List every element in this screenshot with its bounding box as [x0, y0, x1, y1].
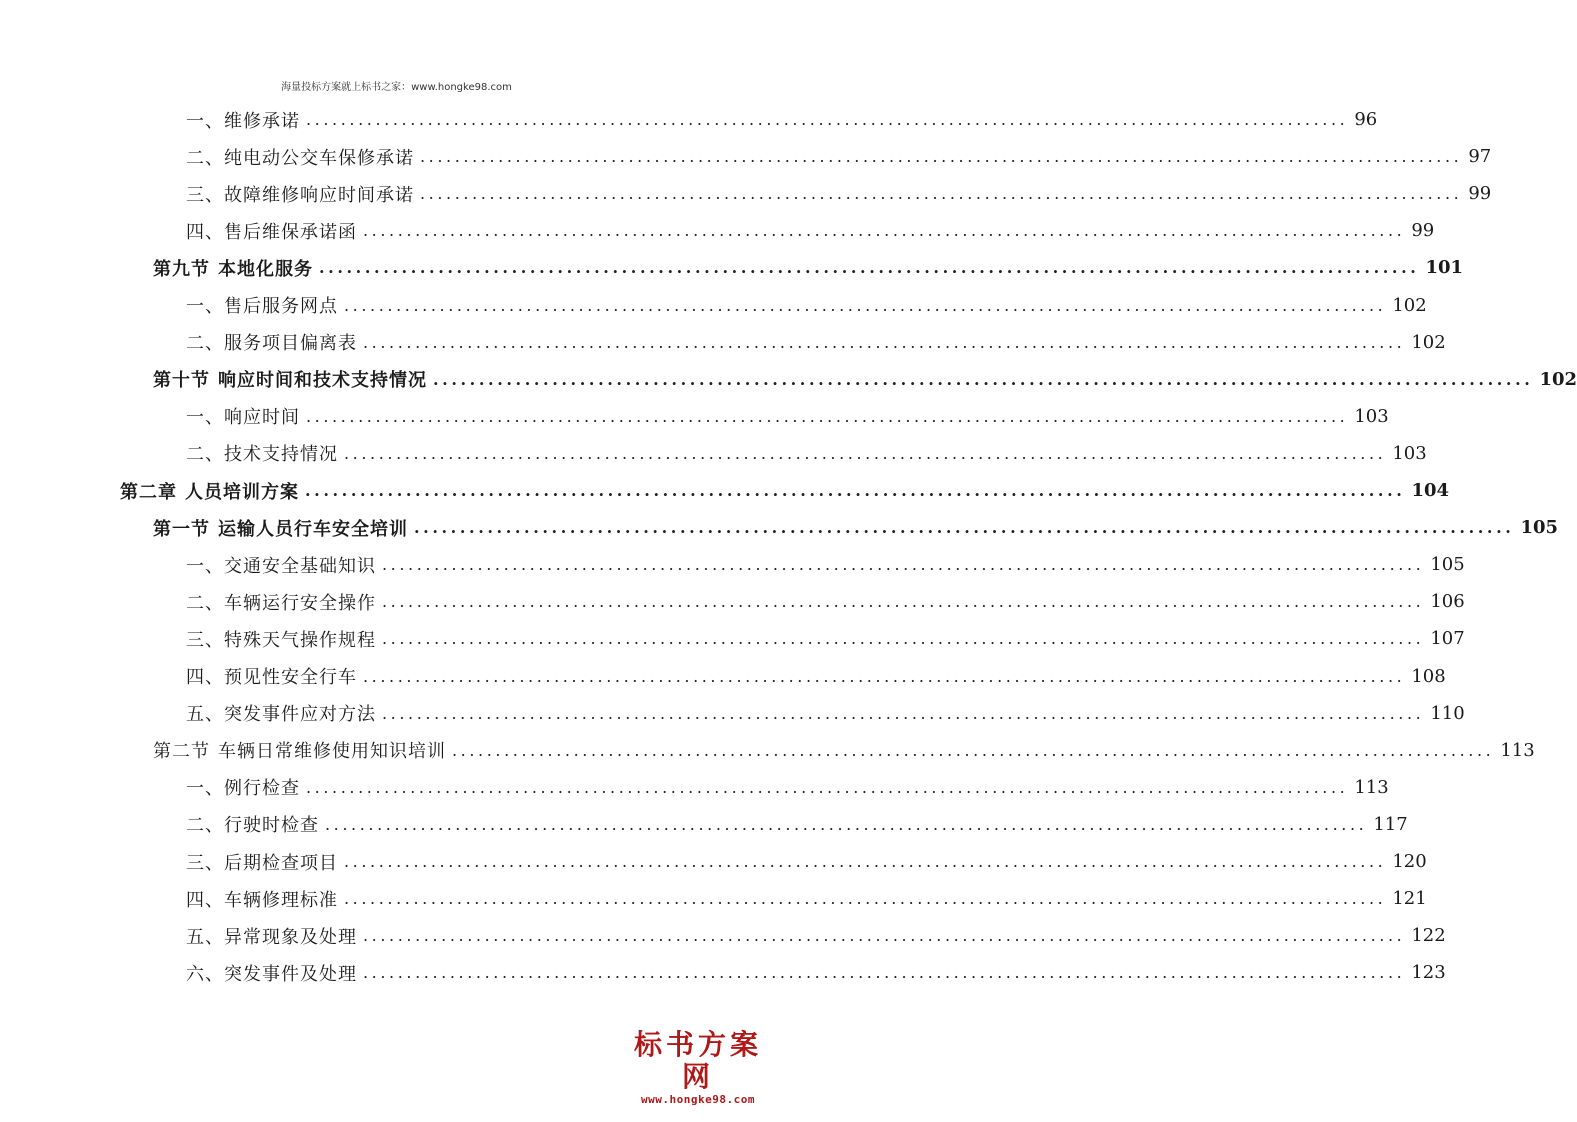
toc-entry[interactable]	[186, 620, 1465, 657]
toc-entry-text: 本地化服务	[218, 258, 313, 280]
toc-entry-number: 一、	[186, 407, 224, 429]
toc-entry-title	[153, 366, 427, 392]
toc-page-number: 97	[1468, 146, 1492, 168]
toc-leader-dots: ........................................................................................................................	[363, 666, 1406, 686]
toc-entry-title	[186, 626, 376, 652]
toc-entry-text: 售后服务网点	[224, 296, 338, 317]
toc-entry-number: 第十节	[153, 370, 210, 392]
toc-leader-dots: ........................................................................................................................	[363, 332, 1406, 352]
toc-entry-text: 服务项目偏离表	[224, 333, 357, 355]
toc-entry[interactable]	[120, 472, 1450, 509]
toc-entry-title	[186, 811, 319, 837]
toc-entry-number: 二、	[186, 444, 224, 466]
toc-entry-text: 车辆运行安全操作	[224, 592, 376, 614]
toc-leader-dots: ........................................................................................................................	[344, 295, 1387, 315]
toc-page-number: 105	[1430, 554, 1465, 576]
toc-page-number: 103	[1354, 405, 1389, 427]
toc-leader-dots: ........................................................................................................................	[452, 740, 1495, 760]
toc-page-number: 105	[1520, 517, 1559, 539]
toc-entry[interactable]	[186, 324, 1446, 361]
toc-entry[interactable]	[186, 546, 1465, 583]
toc-leader-dots: ........................................................................................................................	[344, 852, 1387, 871]
toc-entry-title	[186, 329, 357, 355]
toc-entry-title	[186, 700, 376, 726]
toc-entry-text: 特殊天气操作规程	[224, 629, 376, 651]
toc-leader-dots: ........................................................................................................................	[306, 406, 1349, 426]
toc-entry-number: 三、	[186, 629, 224, 651]
toc-entry-number: 四、	[186, 667, 224, 688]
toc-leader-dots: ........................................................................................................................	[420, 147, 1463, 167]
toc-entry[interactable]	[186, 695, 1465, 732]
watermark-title: 标书方案网	[633, 1028, 762, 1093]
toc-page-number: 121	[1392, 888, 1427, 910]
toc-leader-dots: ........................................................................................................................	[382, 592, 1425, 612]
toc-page-number: 103	[1392, 442, 1427, 464]
toc-leader-dots: ........................................................................................................................	[382, 629, 1425, 649]
toc-entry-number: 一、	[186, 555, 224, 577]
toc-entry-title	[186, 774, 300, 800]
toc-leader-dots: ........................................................................................................................	[344, 443, 1387, 463]
toc-entry-text: 交通安全基础知识	[224, 555, 376, 577]
toc-leader-dots: ........................................................................................................................	[382, 555, 1425, 575]
toc-page-number: 99	[1411, 220, 1435, 242]
toc-leader-dots: ........................................................................................................................	[363, 963, 1406, 983]
toc-entry-number: 二、	[186, 333, 224, 355]
toc-entry-text: 技术支持情况	[224, 444, 338, 466]
toc-entry-title	[186, 107, 300, 133]
toc-entry-title	[186, 849, 338, 875]
toc-entry[interactable]	[153, 732, 1535, 769]
toc-entry-text: 人员培训方案	[185, 481, 299, 503]
toc-entry[interactable]	[186, 138, 1492, 175]
toc-leader-dots: ........................................................................................................................	[306, 777, 1349, 797]
toc-entry-title	[153, 515, 408, 541]
toc-entry[interactable]	[153, 509, 1559, 546]
toc-entry-title	[186, 218, 357, 244]
toc-page-number: 96	[1354, 109, 1378, 130]
toc-entry-text: 后期检查项目	[224, 852, 338, 874]
toc-page-number: 123	[1411, 962, 1446, 984]
toc-entry-number: 一、	[186, 778, 224, 800]
toc-entry-number: 四、	[186, 221, 224, 243]
toc-entry-number: 第一节	[153, 518, 210, 540]
toc-page-number: 117	[1373, 813, 1408, 835]
toc-entry-number: 六、	[186, 963, 224, 985]
toc-page-number: 102	[1411, 331, 1446, 353]
toc-entry-text: 例行检查	[224, 778, 300, 800]
toc-page-number: 101	[1425, 257, 1464, 279]
toc-entry[interactable]	[186, 101, 1378, 138]
toc-entry[interactable]	[186, 917, 1446, 954]
toc-entry[interactable]	[186, 175, 1492, 212]
toc-entry[interactable]	[153, 249, 1464, 286]
toc-page-number: 110	[1430, 702, 1465, 724]
toc-entry[interactable]	[186, 435, 1427, 472]
toc-entry-number: 第九节	[153, 258, 210, 280]
toc-entry-text: 突发事件及处理	[224, 963, 357, 985]
toc-page-number: 113	[1354, 776, 1389, 798]
toc-page-number: 113	[1500, 739, 1535, 761]
toc-entry-text: 纯电动公交车保修承诺	[224, 147, 414, 169]
toc-page-number: 102	[1539, 368, 1577, 390]
toc-entry-title	[186, 589, 376, 615]
toc-entry-number: 第二节	[153, 741, 210, 763]
toc-entry-title	[186, 663, 357, 689]
toc-page-number: 102	[1392, 294, 1427, 316]
toc-entry[interactable]	[186, 212, 1435, 249]
toc-entry-title	[186, 960, 357, 986]
toc-entry-title	[186, 292, 338, 318]
toc-entry[interactable]	[186, 806, 1408, 843]
toc-entry-title	[186, 440, 338, 466]
toc-entry-number: 第二章	[120, 481, 177, 503]
toc-entry-title	[186, 144, 414, 170]
toc-entry-text: 突发事件应对方法	[224, 704, 376, 726]
toc-entry-text: 运输人员行车安全培训	[218, 518, 408, 540]
toc-leader-dots: ........................................................................................................................	[420, 184, 1463, 204]
toc-entry-text: 维修承诺	[224, 110, 300, 132]
toc-page-number: 99	[1468, 183, 1492, 205]
toc-entry-number: 二、	[186, 815, 224, 837]
toc-entry-title	[153, 255, 313, 281]
toc-entry[interactable]	[186, 769, 1389, 806]
toc-entry-title	[186, 923, 357, 949]
toc-entry[interactable]	[153, 361, 1577, 398]
watermark-url: www.hongke98.com	[641, 1093, 755, 1106]
toc-leader-dots: ........................................................................................................................	[306, 110, 1349, 129]
toc-entry[interactable]	[186, 398, 1389, 435]
toc-leader-dots: ........................................................................................................................	[414, 518, 1515, 538]
toc-leader-dots: ........................................................................................................................	[305, 481, 1406, 500]
toc-page-number: 107	[1430, 628, 1465, 650]
toc-entry[interactable]	[186, 954, 1446, 991]
toc-page-number: 120	[1392, 851, 1427, 872]
toc-entry-number: 二、	[186, 147, 224, 169]
toc-entry-number: 一、	[186, 110, 224, 132]
toc-leader-dots: ........................................................................................................................	[382, 703, 1425, 723]
toc-entry-text: 车辆修理标准	[224, 889, 338, 911]
toc-entry-number: 三、	[186, 184, 224, 206]
toc-entry[interactable]	[186, 583, 1465, 620]
toc-entry-title	[153, 737, 446, 763]
toc-entry-title	[186, 181, 414, 207]
watermark-logo	[623, 1029, 773, 1106]
toc-page-number: 106	[1430, 591, 1465, 613]
toc-entry-text: 异常现象及处理	[224, 926, 357, 948]
toc-entry-text: 售后维保承诺函	[224, 221, 357, 243]
toc-entry-number: 四、	[186, 889, 224, 911]
toc-entry-number: 五、	[186, 926, 224, 948]
toc-entry[interactable]	[186, 287, 1427, 324]
toc-page-number: 104	[1411, 480, 1450, 501]
toc-entry-text: 车辆日常维修使用知识培训	[218, 741, 446, 763]
toc-leader-dots: ........................................................................................................................	[363, 926, 1406, 946]
toc-page-number: 122	[1411, 925, 1446, 947]
toc-leader-dots: ........................................................................................................................	[344, 889, 1387, 909]
toc-leader-dots: ........................................................................................................................	[363, 221, 1406, 241]
toc-entry-text: 预见性安全行车	[224, 667, 357, 688]
toc-entry-title	[186, 403, 300, 429]
toc-entry-number: 一、	[186, 296, 224, 317]
toc-leader-dots: ........................................................................................................................	[325, 814, 1368, 834]
toc-entry-number: 五、	[186, 704, 224, 726]
toc-entry[interactable]	[186, 658, 1446, 695]
toc-leader-dots: ........................................................................................................................	[319, 258, 1420, 278]
toc-entry-text: 故障维修响应时间承诺	[224, 184, 414, 206]
page-header: 海量投标方案就上标书之家：www.hongke98.com	[281, 82, 512, 93]
toc-leader-dots: ........................................................................................................................	[433, 369, 1534, 389]
toc-entry-title	[186, 552, 376, 578]
toc-entry-text: 行驶时检查	[224, 815, 319, 837]
toc-entry[interactable]	[186, 880, 1427, 917]
toc-entry-title	[186, 886, 338, 912]
toc-entry-text: 响应时间	[224, 407, 300, 429]
toc-page-number: 108	[1411, 665, 1446, 687]
toc-entry-text: 响应时间和技术支持情况	[218, 370, 427, 392]
toc-entry-number: 三、	[186, 852, 224, 874]
toc-entry[interactable]	[186, 843, 1427, 880]
toc-entry-title	[120, 478, 299, 504]
toc-entry-number: 二、	[186, 592, 224, 614]
